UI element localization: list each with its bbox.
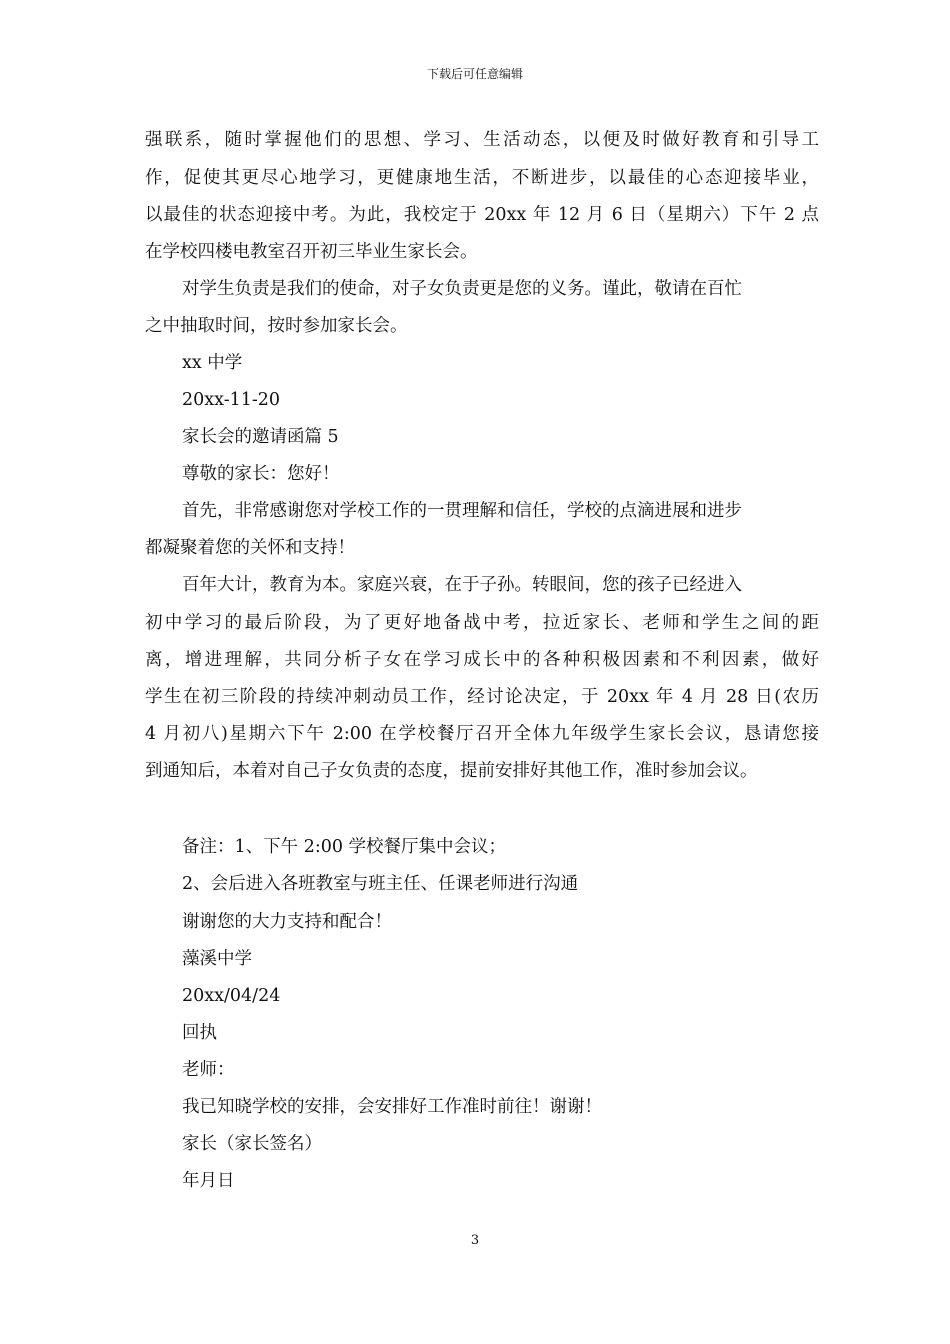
school-name: 藻溪中学 (182, 949, 252, 969)
school-name: xx 中学 (182, 353, 243, 373)
body-line: 学生在初三阶段的持续冲刺动员工作，经讨论决定，于 20xx 年 4 月 28 日(农历 (145, 687, 819, 707)
body-line: 初中学习的最后阶段，为了更好地备战中考，拉近家长、老师和学生之间的距 (145, 613, 819, 633)
date-line: 20xx/04/24 (182, 986, 281, 1006)
page-header: 下载后可任意编辑 (426, 67, 523, 81)
body-line: 4 月初八)星期六下午 2:00 在学校餐厅召开全体九年级学生家长会议，恳请您接 (145, 724, 819, 744)
signature-line: 家长（家长签名） (182, 1134, 322, 1154)
body-line: 在学校四楼电教室召开初三毕业生家长会。 (145, 242, 478, 262)
body-line: 之中抽取时间，按时参加家长会。 (145, 316, 408, 336)
receipt-title: 回执 (182, 1023, 217, 1043)
body-line: 对学生负责是我们的使命，对子女负责更是您的义务。谨此，敬请在百忙 (182, 279, 742, 299)
body-line: 离，增进理解，共同分析子女在学习成长中的各种积极因素和不利因素，做好 (145, 650, 819, 670)
salutation: 尊敬的家长：您好！ (182, 464, 340, 484)
date-line: 20xx-11-20 (182, 390, 281, 410)
body-line: 都凝聚着您的关怀和支持！ (145, 538, 355, 558)
body-line: 强联系，随时掌握他们的思想、学习、生活动态，以便及时做好教育和引导工 (145, 130, 819, 150)
remarks-line: 2、会后进入各班教室与班主任、任课老师进行沟通 (182, 874, 579, 894)
receipt-salutation: 老师： (182, 1060, 235, 1080)
receipt-body: 我已知晓学校的安排，会安排好工作准时前往！谢谢！ (182, 1097, 602, 1117)
body-line: 首先，非常感谢您对学校工作的一贯理解和信任，学校的点滴进展和进步 (182, 501, 742, 521)
section-title: 家长会的邀请函篇 5 (182, 427, 339, 447)
remarks-line: 备注：1、下午 2:00 学校餐厅集中会议； (182, 837, 507, 857)
body-line: 以最佳的状态迎接中考。为此，我校定于 20xx 年 12 月 6 日（星期六）下午 2 点 (145, 205, 819, 225)
thanks-line: 谢谢您的大力支持和配合！ (182, 912, 392, 932)
page-number: 3 (470, 1233, 480, 1248)
body-line: 百年大计，教育为本。家庭兴衰，在于子孙。转眼间，您的孩子已经进入 (182, 575, 742, 595)
body-line: 作，促使其更尽心地学习，更健康地生活，不断进步，以最佳的心态迎接毕业， (145, 168, 819, 188)
date-placeholder: 年月日 (182, 1171, 235, 1191)
body-line: 到通知后，本着对自己子女负责的态度，提前安排好其他工作，准时参加会议。 (145, 761, 758, 781)
